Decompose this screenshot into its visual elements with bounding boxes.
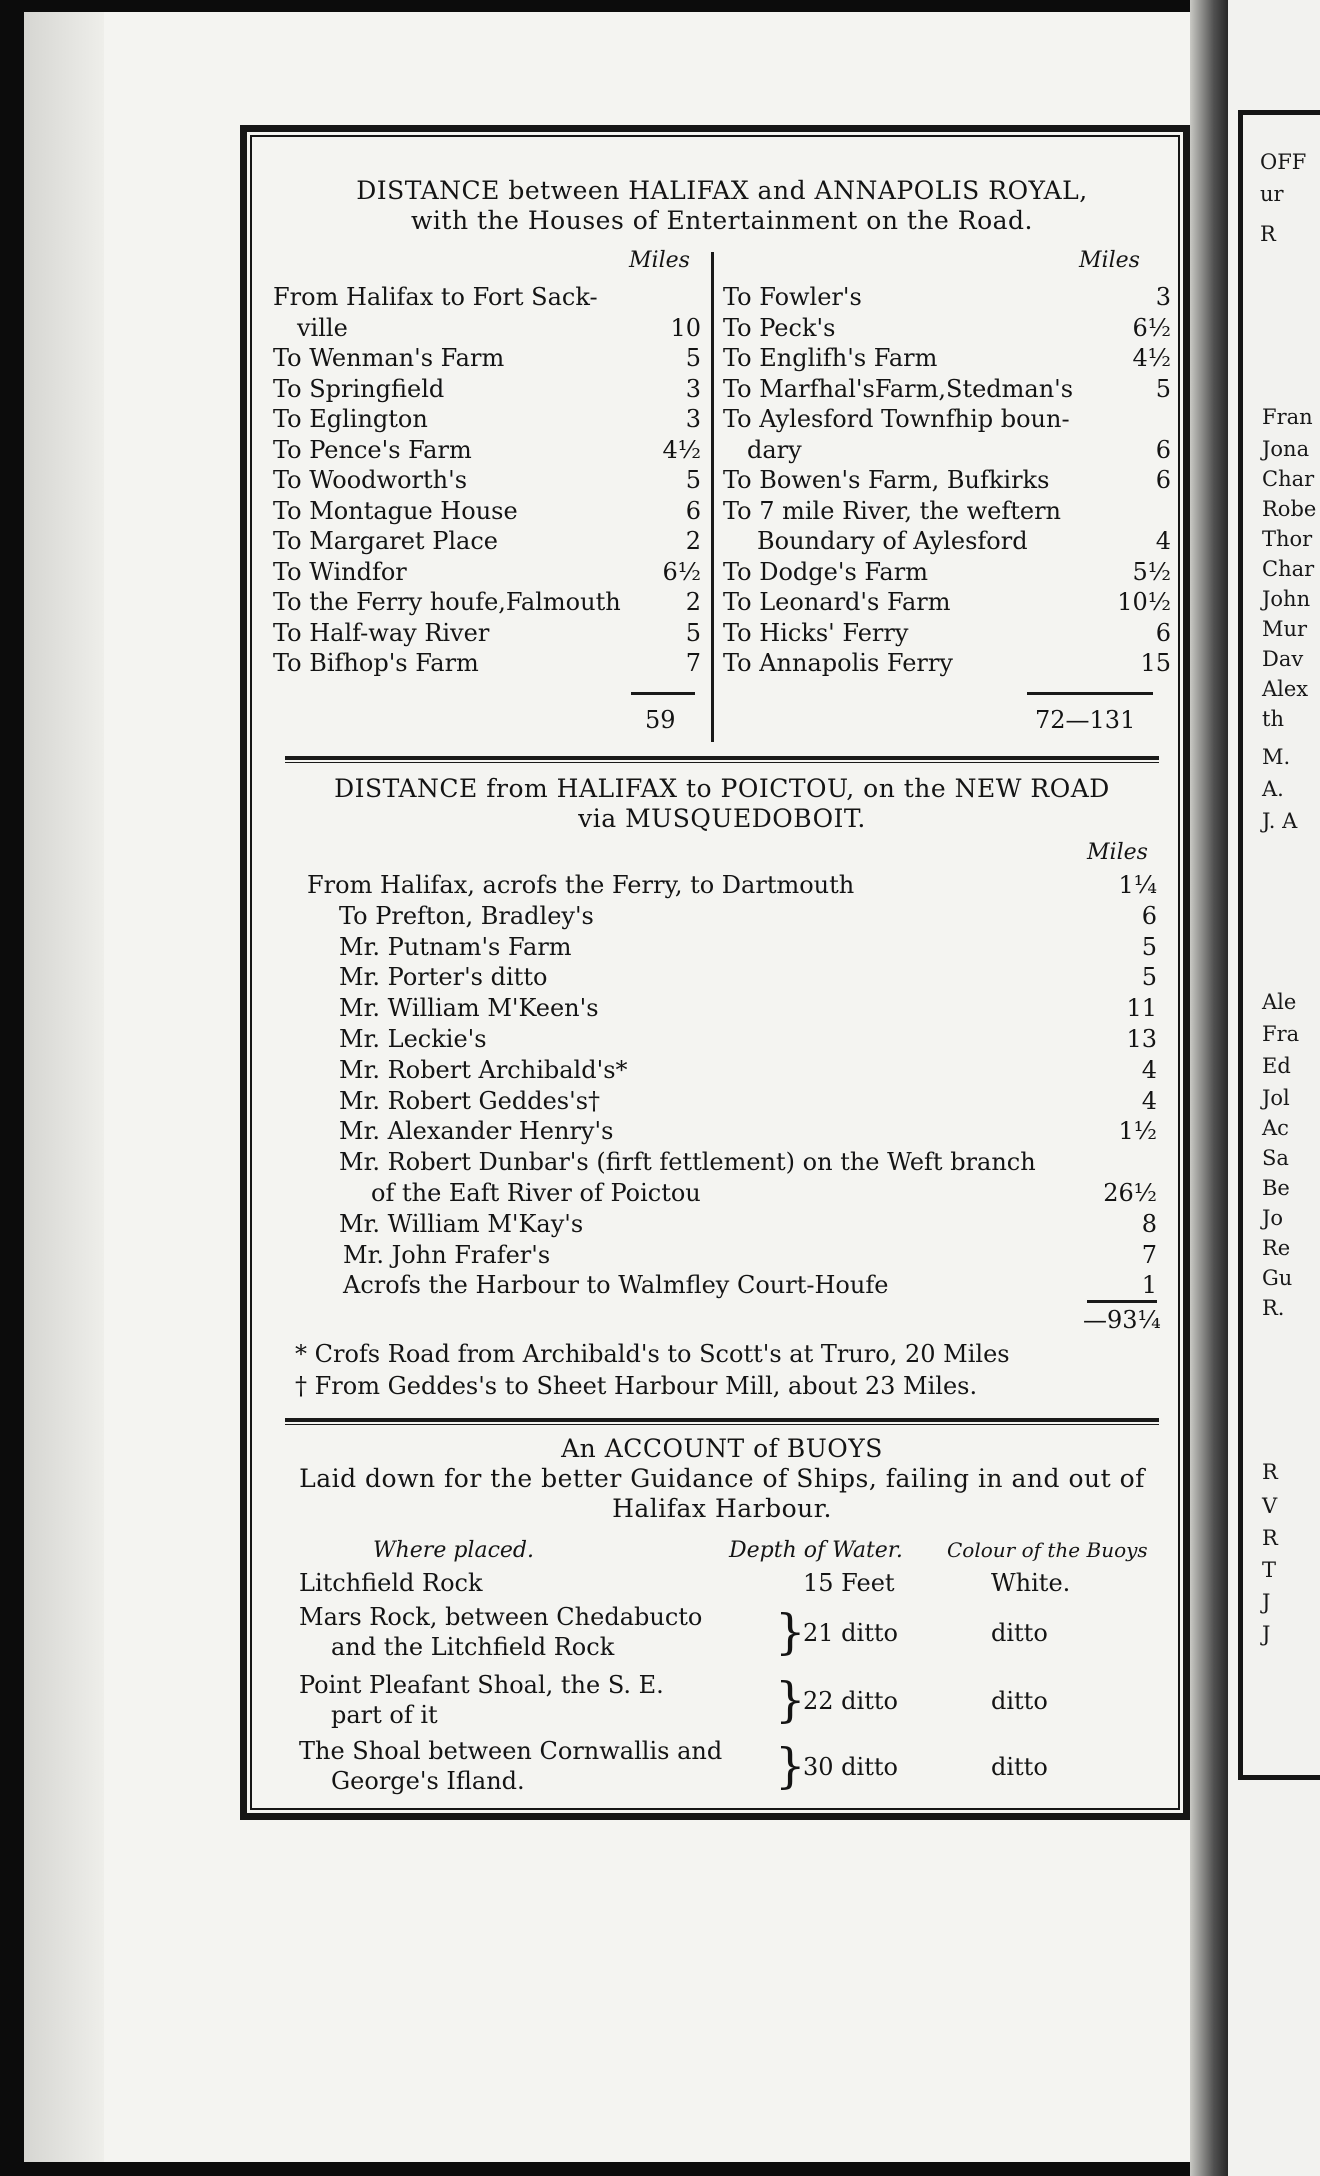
- geddes-note: † From Geddes's to Sheet Harbour Mill, about 23 Miles.: [295, 1372, 978, 1400]
- facing-page-fragment: Ed: [1262, 1054, 1291, 1078]
- section3-subtitle-2: Halifax Harbour.: [612, 1494, 832, 1523]
- distance-miles: 6: [685, 496, 701, 525]
- poictou-total: —93¼: [1083, 1306, 1161, 1334]
- place-name: To Woodworth's: [273, 466, 468, 494]
- distance-row: [273, 435, 701, 466]
- poictou-place: Mr. Robert Archibald's*: [339, 1055, 628, 1084]
- poictou-row: [307, 1024, 1157, 1055]
- page-edge: [24, 12, 104, 2162]
- book-gutter: [1190, 0, 1230, 2176]
- distance-miles: 4½: [662, 435, 701, 464]
- left-total: 59: [645, 706, 676, 734]
- distance-row: [723, 435, 1171, 466]
- distance-miles: 2: [685, 588, 701, 616]
- distance-row: [273, 496, 701, 527]
- distance-miles: 5: [1155, 374, 1171, 403]
- poictou-row: [307, 1147, 1157, 1178]
- poictou-row: [307, 1240, 1157, 1271]
- buoy-depth: 21 ditto: [803, 1619, 898, 1647]
- poictou-place: of the Eaft River of Poictou: [371, 1178, 701, 1207]
- distance-miles: 15: [1140, 649, 1171, 677]
- distance-row: [273, 282, 701, 313]
- poictou-row: [307, 1270, 1157, 1301]
- poictou-row: [307, 1116, 1157, 1147]
- distance-row: [723, 557, 1171, 588]
- place-name: To 7 mile River, the weftern: [723, 496, 1062, 525]
- poictou-row: [307, 993, 1157, 1024]
- poictou-miles: 8: [1141, 1209, 1157, 1238]
- buoy-location: Point Pleafant Shoal, the S. E.: [299, 1671, 664, 1699]
- buoy-depth: 15 Feet: [803, 1569, 895, 1597]
- poictou-place: Mr. William M'Keen's: [339, 994, 599, 1023]
- poictou-miles: 5: [1141, 932, 1157, 961]
- section3-title: An ACCOUNT of BUOYS: [561, 1434, 883, 1463]
- place-name: To Englifh's Farm: [723, 344, 938, 372]
- facing-page-fragment: Ale: [1262, 990, 1297, 1014]
- poictou-row: [307, 1178, 1157, 1209]
- facing-page-fragment: J. A: [1262, 809, 1298, 833]
- poictou-place: Mr. Robert Dunbar's (firft fettlement) on the Weft branch: [339, 1148, 1036, 1177]
- distance-row: [273, 648, 701, 679]
- distance-miles: 6½: [1132, 313, 1171, 342]
- distance-row: [723, 404, 1171, 435]
- distance-row: [273, 374, 701, 405]
- facing-page-fragment: J: [1262, 1590, 1271, 1614]
- distance-row: [723, 648, 1171, 679]
- facing-page-fragment: R: [1260, 222, 1276, 246]
- poictou-miles: 4: [1141, 1055, 1157, 1084]
- distance-row: [723, 526, 1171, 557]
- facing-page-fragment: Jona: [1262, 437, 1310, 461]
- facing-page-fragment: Gu: [1262, 1266, 1293, 1290]
- place-name: Boundary of Aylesford: [757, 527, 1028, 555]
- cross-road-note: * Crofs Road from Archibald's to Scott's at Truro, 20 Miles: [295, 1340, 1010, 1368]
- facing-page-fragment: Jol: [1262, 1086, 1290, 1110]
- distance-miles: 7: [685, 649, 701, 677]
- buoy-location-cont: and the Litchfield Rock: [331, 1633, 615, 1661]
- place-name: To Windfor: [273, 557, 407, 586]
- facing-page: [1228, 0, 1320, 2176]
- poictou-place: To Prefton, Bradley's: [339, 901, 594, 930]
- distance-row: [273, 343, 701, 374]
- buoy-depth: 22 ditto: [803, 1687, 898, 1715]
- distance-miles: 10½: [1117, 588, 1171, 616]
- facing-page-frame: [1238, 110, 1320, 1780]
- poictou-miles: 6: [1141, 901, 1157, 930]
- distance-row: [723, 343, 1171, 374]
- buoy-location-cont: George's Ifland.: [331, 1767, 525, 1795]
- poictou-place: Acrofs the Harbour to Walmfley Court-Houfe: [343, 1271, 889, 1300]
- poictou-row: [307, 870, 1157, 901]
- place-name: ville: [297, 313, 348, 342]
- poictou-place: Mr. Robert Geddes's†: [339, 1086, 601, 1115]
- poictou-miles: 11: [1126, 994, 1157, 1023]
- poictou-place: Mr. Porter's ditto: [339, 963, 548, 992]
- facing-page-fragment: Ac: [1262, 1116, 1289, 1140]
- place-name: To Leonard's Farm: [723, 588, 951, 616]
- place-name: To Marfhal'sFarm,Stedman's: [723, 374, 1074, 403]
- poictou-miles: 1¼: [1118, 871, 1157, 899]
- distance-row: [273, 313, 701, 344]
- facing-page-fragment: Alex: [1262, 677, 1309, 701]
- buoy-colour: White.: [991, 1569, 1071, 1597]
- facing-page-fragment: Be: [1262, 1176, 1290, 1200]
- right-total-rule: [1027, 692, 1153, 695]
- poictou-row: [307, 901, 1157, 932]
- facing-page-fragment: J: [1262, 1622, 1271, 1646]
- facing-page-fragment: R: [1262, 1460, 1278, 1484]
- buoy-colour: ditto: [991, 1753, 1048, 1781]
- place-name: To Half-way River: [273, 618, 490, 647]
- facing-page-fragment: John: [1262, 587, 1311, 611]
- distance-row: [723, 374, 1171, 405]
- section2-title: DISTANCE from HALIFAX to POICTOU, on the NEW ROAD: [334, 774, 1110, 803]
- facing-page-fragment: R: [1262, 1526, 1278, 1550]
- facing-page-fragment: Sa: [1262, 1146, 1289, 1170]
- poictou-place: Mr. William M'Kay's: [339, 1209, 584, 1238]
- facing-page-fragment: Re: [1262, 1236, 1291, 1260]
- place-name: To the Ferry houfe,Falmouth: [273, 588, 621, 616]
- facing-page-fragment: Fran: [1262, 405, 1313, 429]
- place-name: To Bowen's Farm, Bufkirks: [723, 466, 1050, 494]
- place-name: From Halifax to Fort Sack-: [273, 283, 598, 311]
- buoy-location: Mars Rock, between Chedabucto: [299, 1603, 703, 1631]
- section-rule-1: [285, 756, 1159, 763]
- place-name: To Bifhop's Farm: [273, 649, 479, 677]
- section-rule-2: [285, 1418, 1159, 1425]
- facing-page-fragment: Jo: [1262, 1206, 1284, 1230]
- colour-header: Colour of the Buoys: [947, 1538, 1148, 1562]
- poictou-row: [307, 1209, 1157, 1240]
- facing-page-fragment: R.: [1262, 1296, 1285, 1320]
- poictou-row: [307, 1086, 1157, 1117]
- distance-row: [723, 465, 1171, 496]
- section1-subtitle: with the Houses of Entertainment on the Road.: [411, 206, 1033, 235]
- facing-page-fragment: Char: [1262, 467, 1315, 491]
- facing-page-fragment: Fra: [1262, 1022, 1300, 1046]
- distance-miles: 3: [1155, 283, 1171, 311]
- poictou-place: Mr. John Frafer's: [343, 1240, 551, 1269]
- poictou-total-rule: [1087, 1300, 1157, 1303]
- poictou-miles: 1½: [1118, 1117, 1157, 1146]
- place-name: To Springfield: [273, 374, 445, 403]
- buoy-location-cont: part of it: [331, 1701, 438, 1729]
- place-name: To Aylesford Townfhip boun-: [723, 405, 1070, 433]
- distance-miles: 3: [685, 374, 701, 403]
- distance-row: [273, 618, 701, 649]
- poictou-miles: 13: [1126, 1024, 1157, 1053]
- facing-page-fragment: T: [1262, 1558, 1277, 1582]
- place-name: To Peck's: [723, 313, 836, 342]
- facing-page-fragment: th: [1262, 707, 1284, 731]
- distance-miles: 4½: [1132, 344, 1171, 372]
- poictou-place: Mr. Leckie's: [339, 1024, 487, 1053]
- distance-miles: 3: [685, 405, 701, 433]
- distance-miles: 5: [685, 344, 701, 372]
- place-name: To Wenman's Farm: [273, 344, 505, 372]
- halifax-annapolis-right-column: [723, 282, 1171, 679]
- distance-row: [723, 618, 1171, 649]
- buoy-location: Litchfield Rock: [299, 1569, 483, 1597]
- place-name: dary: [747, 435, 802, 464]
- buoy-colour: ditto: [991, 1687, 1048, 1715]
- distance-row: [273, 587, 701, 618]
- section2-subtitle: via MUSQUEDOBOIT.: [578, 804, 866, 833]
- poictou-place: From Halifax, acrofs the Ferry, to Dartmouth: [307, 871, 855, 899]
- distance-row: [723, 282, 1171, 313]
- facing-page-fragment: OFF: [1260, 150, 1307, 174]
- poictou-row: [307, 932, 1157, 963]
- distance-miles: 10: [670, 313, 701, 342]
- distance-miles: 5: [685, 466, 701, 494]
- distance-miles: 6: [1155, 435, 1171, 464]
- right-total: 72—131: [1035, 706, 1136, 734]
- distance-miles: 6: [1155, 618, 1171, 647]
- buoy-depth: 30 ditto: [803, 1753, 898, 1781]
- facing-page-fragment: Mur: [1262, 617, 1308, 641]
- place-name: To Montague House: [273, 496, 518, 525]
- place-name: To Eglington: [273, 405, 428, 433]
- distance-tables-panel: [240, 125, 1190, 1820]
- distance-row: [723, 313, 1171, 344]
- distance-row: [273, 465, 701, 496]
- distance-row: [273, 557, 701, 588]
- place-name: To Fowler's: [723, 283, 862, 311]
- facing-page-fragment: M.: [1262, 745, 1291, 769]
- poictou-miles: 5: [1141, 963, 1157, 992]
- distance-miles: 5½: [1132, 557, 1171, 586]
- place-name: To Annapolis Ferry: [723, 649, 953, 677]
- halifax-poictou-list: [307, 870, 1157, 1301]
- poictou-row: [307, 1055, 1157, 1086]
- poictou-miles: 26½: [1103, 1178, 1157, 1207]
- row-brace: }: [775, 1738, 806, 1794]
- place-name: To Hicks' Ferry: [723, 618, 909, 647]
- poictou-miles: 1: [1141, 1271, 1157, 1300]
- distance-row: [723, 496, 1171, 527]
- where-placed-header: Where placed.: [373, 1538, 534, 1563]
- buoy-colour: ditto: [991, 1619, 1048, 1647]
- depth-header: Depth of Water.: [729, 1538, 903, 1563]
- facing-page-fragment: A.: [1262, 777, 1284, 801]
- row-brace: }: [775, 1672, 806, 1728]
- poictou-miles: 4: [1141, 1086, 1157, 1115]
- buoy-location: The Shoal between Cornwallis and: [299, 1737, 723, 1765]
- distance-miles: 2: [685, 527, 701, 555]
- distance-miles: 6: [1155, 466, 1171, 494]
- facing-page-fragment: Robe: [1262, 497, 1317, 521]
- distance-miles: 6½: [662, 557, 701, 586]
- facing-page-fragment: Dav: [1262, 647, 1304, 671]
- facing-page-fragment: ur: [1260, 182, 1284, 206]
- row-brace: }: [775, 1604, 806, 1660]
- left-miles-header: Miles: [629, 248, 690, 273]
- distance-row: [723, 587, 1171, 618]
- facing-page-fragment: Thor: [1262, 527, 1313, 551]
- poictou-miles-header: Miles: [1087, 840, 1148, 865]
- section1-title: DISTANCE between HALIFAX and ANNAPOLIS ROYAL,: [356, 176, 1088, 205]
- facing-page-fragment: V: [1262, 1494, 1278, 1518]
- poictou-miles: 7: [1141, 1240, 1157, 1269]
- distance-miles: 4: [1155, 527, 1171, 555]
- left-total-rule: [631, 692, 695, 695]
- place-name: To Margaret Place: [273, 527, 498, 555]
- poictou-place: Mr. Putnam's Farm: [339, 932, 572, 961]
- place-name: To Pence's Farm: [273, 435, 472, 464]
- facing-page-fragment: Char: [1262, 557, 1315, 581]
- distance-row: [273, 526, 701, 557]
- distance-miles: 5: [685, 618, 701, 647]
- halifax-annapolis-left-column: [273, 282, 701, 679]
- place-name: To Dodge's Farm: [723, 557, 928, 586]
- poictou-row: [307, 962, 1157, 993]
- poictou-place: Mr. Alexander Henry's: [339, 1117, 614, 1146]
- section3-subtitle: Laid down for the better Guidance of Ships, failing in and out of: [299, 1464, 1145, 1493]
- distance-row: [273, 404, 701, 435]
- right-miles-header: Miles: [1079, 248, 1140, 273]
- column-divider: [711, 252, 714, 742]
